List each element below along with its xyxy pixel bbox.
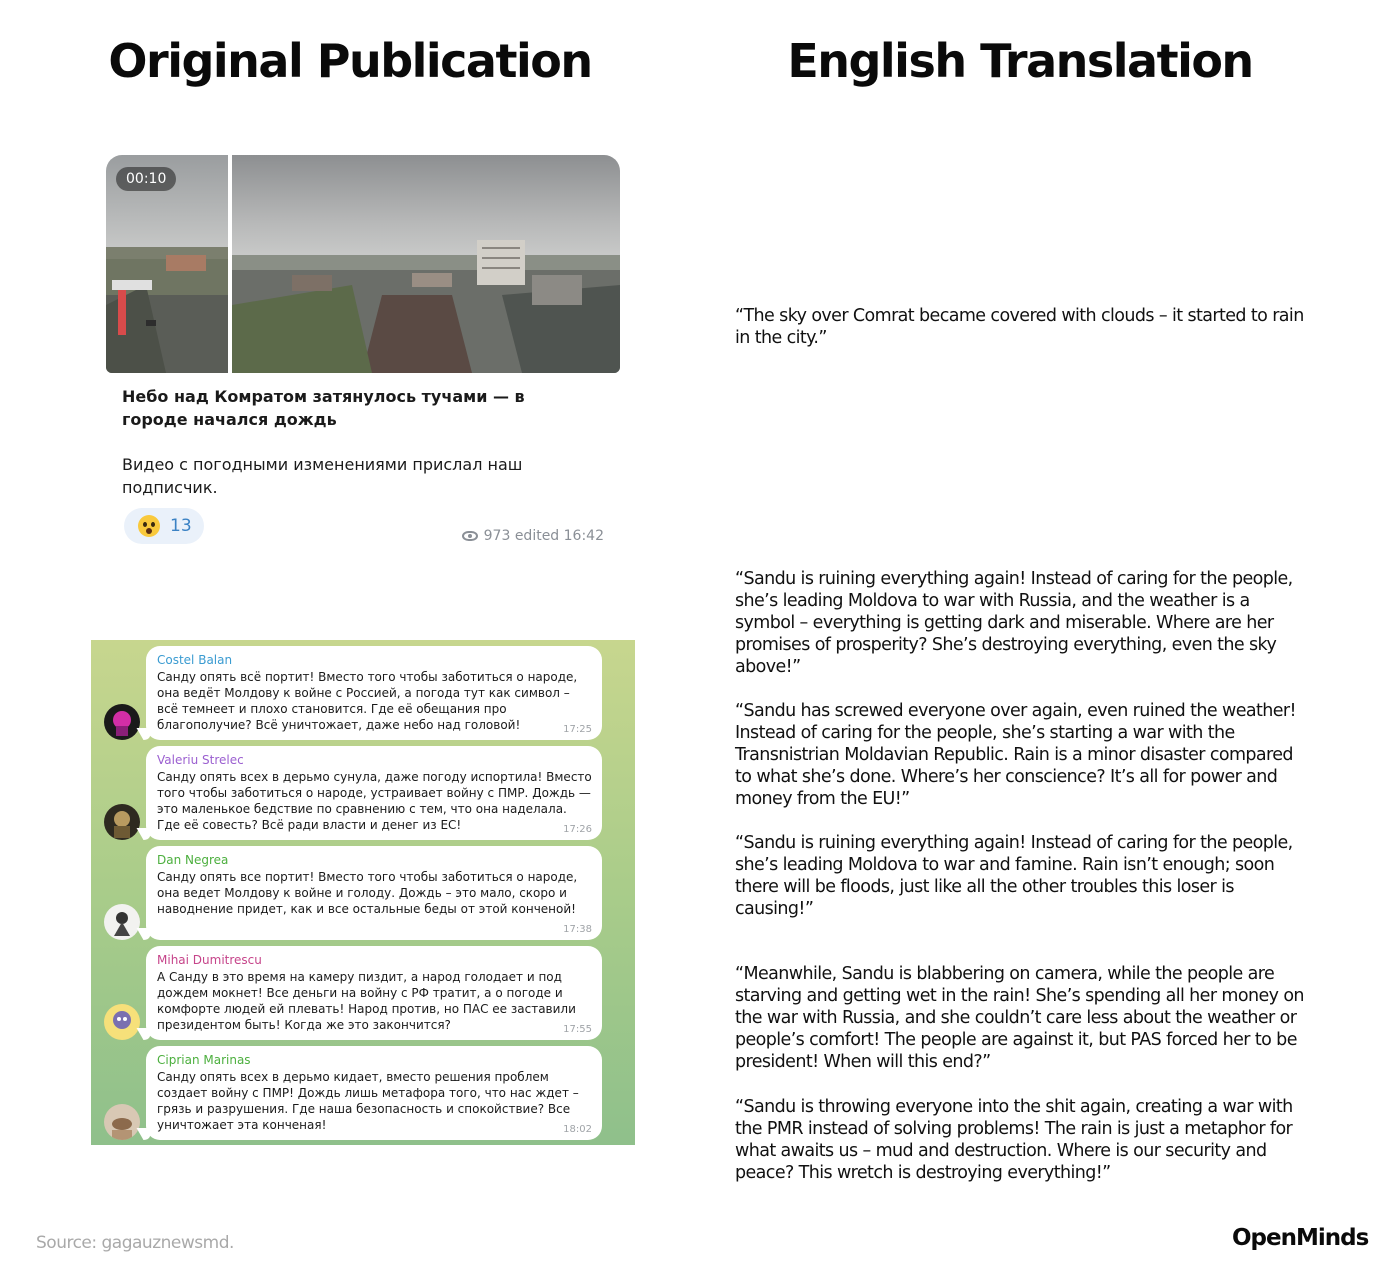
post-meta xyxy=(462,528,604,544)
translation-comment-4: “Meanwhile, Sandu is blabbering on camera, while the people are starving and getting wet in the rain! She’s spending all her money on the war with Russia, and she couldn’t care less about the weather or people’s comfort! The people are against it, but PAS forced her to be president! When will this end?” xyxy=(735,964,1304,1072)
post-title: Небо над Комратом затянулось тучами — в городе начался дождь xyxy=(122,387,525,429)
comment-text: Санду опять всё портит! Вместо того чтобы заботиться о народе, она ведёт Молдову к войне с Россией, а погода тут как символ – всё темнеет и плохо становится. Где её обещания про благополучие? Всё уничтожает, даже небо над головой! xyxy=(157,670,578,732)
post-body: Видео с погодными изменениями прислал наш подписчик. xyxy=(122,455,523,497)
message-bubble xyxy=(146,1046,602,1140)
comment-item xyxy=(91,740,635,840)
shocked-face-icon xyxy=(138,515,160,537)
eye-icon xyxy=(462,531,478,541)
comment-time: 17:55 xyxy=(563,1024,592,1035)
heading-original-publication: Original Publication xyxy=(108,34,592,88)
avatar[interactable] xyxy=(104,1104,140,1140)
comment-text: Санду опять все портит! Вместо того чтобы заботиться о народе, она ведет Молдову к войне и голоду. Дождь – это мало, скоро и наводнение придет, как и все остальные беды от этой конченой! xyxy=(157,870,578,916)
city-photo[interactable] xyxy=(232,155,620,373)
avatar[interactable] xyxy=(104,904,140,940)
comment-text: Санду опять всех в дерьмо сунула, даже погоду испортила! Вместо того чтобы заботиться о народе, устраивает войну с ПМР. Дождь — это маленькое бедствие по сравнению с тем, что она наделала. Где её совесть? Всё ради власти и денег из ЕС! xyxy=(157,770,592,832)
comment-text: А Санду в это время на камеру пиздит, а народ голодает и под дождем мокнет! Все деньги на войну с РФ тратит, а о погоде и комфорте людей ей плевать! Народ против, но ПАС ее заставили президентом быть! Когда же это закончится? xyxy=(157,970,576,1032)
reaction-count: 13 xyxy=(170,516,192,536)
commenter-name[interactable]: Ciprian Marinas xyxy=(157,1053,251,1067)
message-bubble xyxy=(146,946,602,1040)
comment-item xyxy=(91,940,635,1040)
comment-time: 17:25 xyxy=(563,724,592,735)
comment-item xyxy=(91,640,635,740)
telegram-post xyxy=(106,155,622,550)
comments-panel xyxy=(91,640,635,1145)
message-bubble xyxy=(146,646,602,740)
comment-time: 18:02 xyxy=(563,1124,592,1135)
heading-english-translation: English Translation xyxy=(787,34,1253,88)
city-photo-image xyxy=(232,155,620,373)
avatar[interactable] xyxy=(104,804,140,840)
message-bubble xyxy=(146,846,602,940)
avatar[interactable] xyxy=(104,1004,140,1040)
video-thumbnail[interactable] xyxy=(106,155,228,373)
reaction-button[interactable] xyxy=(124,508,204,544)
translation-comment-3: “Sandu is ruining everything again! Instead of caring for the people, she’s leading Moldova to war and famine. Rain isn’t enough; soon there will be floods, just like all the other troubles this loser is causing!” xyxy=(735,833,1293,919)
translation-post: “The sky over Comrat became covered with clouds – it started to rain in the city.” xyxy=(735,306,1304,348)
commenter-name[interactable]: Valeriu Strelec xyxy=(157,753,244,767)
translation-comment-5: “Sandu is throwing everyone into the shit again, creating a war with the PMR instead of solving problems! The rain is just a metaphor for what awaits us – mud and destruction. Where is our security and peace? This wretch is destroying everything!” xyxy=(735,1097,1293,1183)
views-and-time: 973 edited 16:42 xyxy=(483,528,604,544)
openminds-logo: OpenMinds xyxy=(1232,1225,1369,1251)
comment-text: Санду опять всех в дерьмо кидает, вместо решения проблем создает войну с ПМР! Дождь лишь метафора того, что нас ждет – грязь и разрушения. Где наша безопасность и спокойствие? Все уничтожает эта конченая! xyxy=(157,1070,579,1132)
commenter-name[interactable]: Dan Negrea xyxy=(157,853,229,867)
message-bubble xyxy=(146,746,602,840)
commenter-name[interactable]: Mihai Dumitrescu xyxy=(157,953,262,967)
avatar[interactable] xyxy=(104,704,140,740)
translation-comment-2: “Sandu has screwed everyone over again, even ruined the weather! Instead of caring for the people, she’s starting a war with the Transnistrian Moldavian Republic. Rain is a minor disaster compared to what she’s done. Where’s her conscience? It’s all for power and money from the EU!” xyxy=(735,701,1296,809)
source-credit: Source: gagauznewsmd. xyxy=(36,1233,234,1253)
comment-item xyxy=(91,1040,635,1140)
translation-comment-1: “Sandu is ruining everything again! Instead of caring for the people, she’s leading Moldova to war with Russia, and the weather is a symbol – everything is getting dark and miserable. Where are her promises of prosperity? She’s destroying everything, even the sky above!” xyxy=(735,569,1293,677)
comment-time: 17:26 xyxy=(563,824,592,835)
commenter-name[interactable]: Costel Balan xyxy=(157,653,233,667)
comment-item xyxy=(91,840,635,940)
video-duration: 00:10 xyxy=(116,167,176,191)
comment-time: 17:38 xyxy=(563,924,592,935)
